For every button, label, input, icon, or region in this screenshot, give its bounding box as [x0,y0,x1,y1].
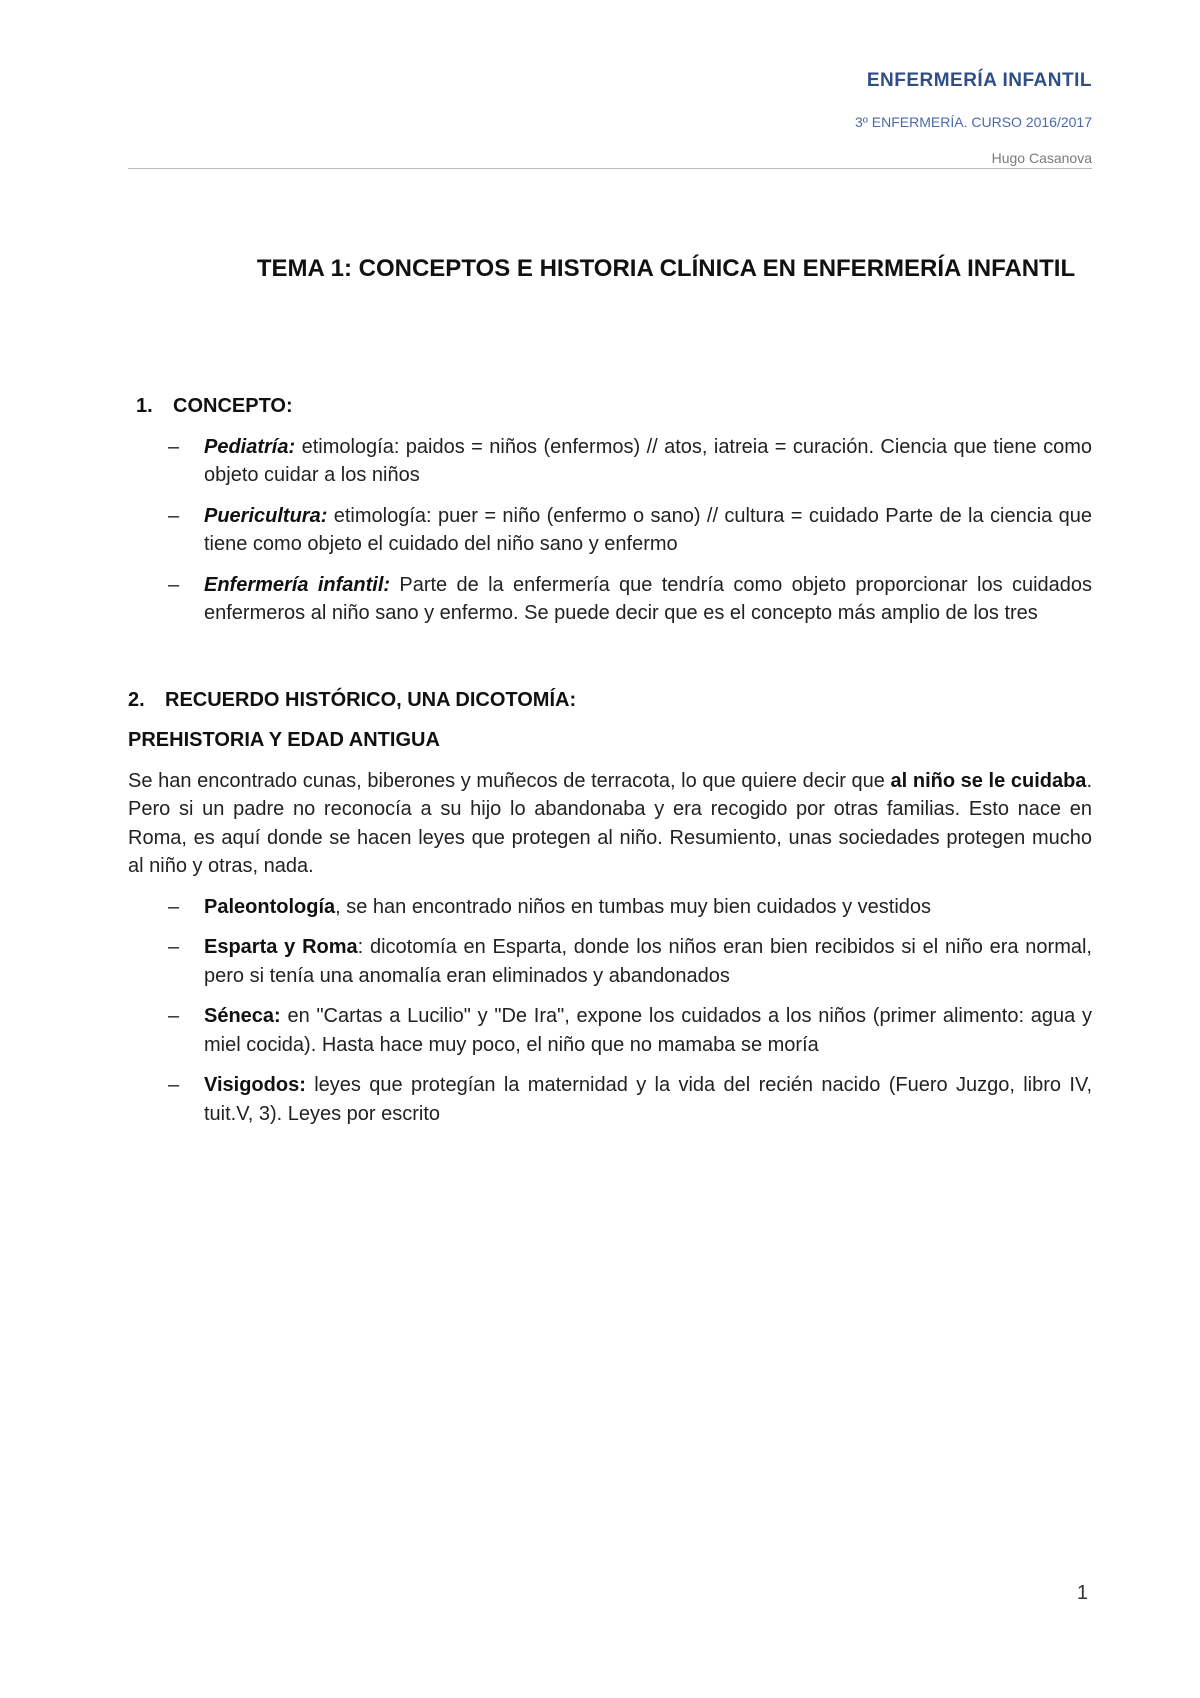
header-course: 3º ENFERMERÍA. CURSO 2016/2017 [855,114,1092,130]
list-item [128,933,1092,990]
paragraph-emphasis: al niño se le cuidaba [890,769,1087,792]
list-item [128,571,1092,628]
definition: , se han encontrado niños en tumbas muy bien cuidados y vestidos [335,895,932,918]
section-2-title: RECUERDO HISTÓRICO, UNA DICOTOMÍA: [165,688,577,711]
header-title: ENFERMERÍA INFANTIL [866,70,1092,91]
document-body [128,392,1092,1128]
dash-bullet: – [168,1005,180,1027]
term: Puericultura: [204,504,328,527]
list-item [128,1071,1092,1128]
document-title: TEMA 1: CONCEPTOS E HISTORIA CLÍNICA EN ENFERMERÍA INFANTIL [256,255,1076,282]
term: Esparta y Roma [204,936,358,958]
definition: en "Cartas a Lucilio" y "De Ira", expone los cuidados a los niños (primer alimento: agua y miel cocida). Hasta hace muy poco, el niño que no mamaba se moría [204,1005,1092,1056]
list-item [128,893,1092,922]
dash-bullet: – [168,573,180,596]
term: Enfermería infantil: [204,573,391,596]
section-1-number: 1. [136,395,153,417]
list-item [128,1002,1092,1059]
page-header [128,70,1092,170]
section-2-list [128,893,1092,1129]
intro-paragraph [128,767,1092,881]
dash-bullet: – [168,895,180,918]
header-divider [128,168,1092,169]
list-item [128,502,1092,559]
dash-bullet: – [168,435,180,458]
dash-bullet: – [168,936,180,958]
page-number: 1 [1076,1582,1088,1604]
term: Visigodos: [204,1074,306,1096]
definition: leyes que protegían la maternidad y la vida del recién nacido (Fuero Juzgo, libro IV, tuit.V, 3). Leyes por escrito [204,1074,1092,1125]
term: Pediatría: [204,435,296,458]
section-1-title: CONCEPTO: [173,395,293,417]
definition: : dicotomía en Esparta, donde los niños eran bien recibidos si el niño era normal, pero si tenía una anomalía eran eliminados y abandonados [204,936,1092,987]
section-2-heading [128,686,1092,715]
section-1-heading [128,392,1092,421]
header-author: Hugo Casanova [991,150,1092,166]
term: Paleontología [204,895,336,918]
dash-bullet: – [168,1074,180,1096]
paragraph-text: . Pero si un padre no reconocía a su hijo lo abandonaba y era recogido por otras familias. Esto nace en Roma, es aquí donde se hacen leyes que protegen al niño. Resumiento, unas sociedades protegen mucho al niño y otras, nada. [128,769,1092,877]
subsection-heading: PREHISTORIA Y EDAD ANTIGUA [128,729,440,751]
term: Séneca: [204,1005,281,1027]
definition: etimología: paidos = niños (enfermos) // atos, iatreia = curación. Ciencia que tiene como objeto cuidar a los niños [204,435,1092,486]
section-1-list [128,433,1092,628]
list-item [128,433,1092,490]
definition: Parte de la enfermería que tendría como objeto proporcionar los cuidados enfermeros al niño sano y enfermo. Se puede decir que es el concepto más amplio de los tres [204,573,1093,624]
definition: etimología: puer = niño (enfermo o sano) // cultura = cuidado Parte de la ciencia que tiene como objeto el cuidado del niño sano y enfermo [204,504,1092,555]
section-2-number: 2. [128,688,145,711]
paragraph-text: Se han encontrado cunas, biberones y muñecos de terracota, lo que quiere decir que [128,769,891,792]
dash-bullet: – [168,504,180,527]
